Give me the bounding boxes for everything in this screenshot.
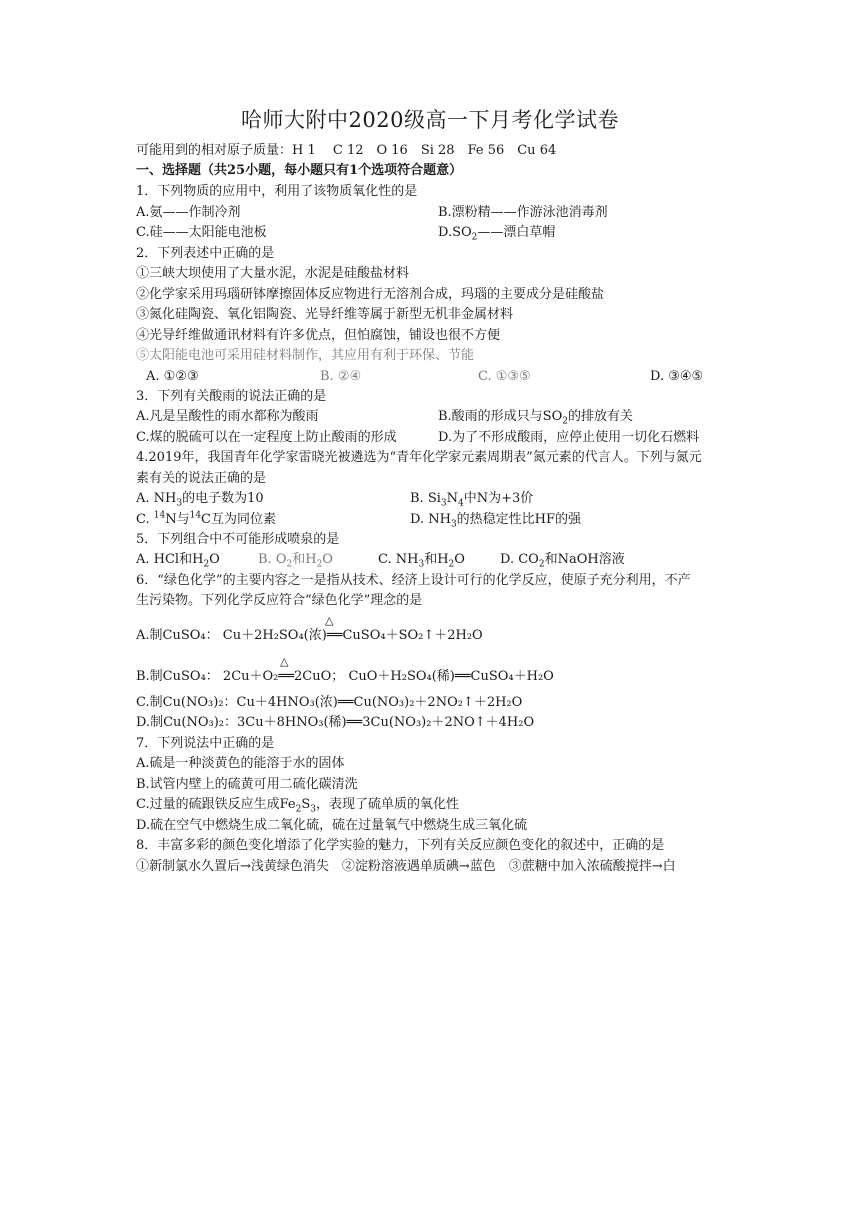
q5-option-d: D. $CO_2$和NaOH溶液: [500, 552, 625, 570]
q3-option-d: D.为了不形成酸雨，应停止使用一切化石燃料: [438, 430, 700, 445]
q8-statements: ①新制氯水久置后→浅黄绿色消失 ②淀粉溶液遇单质碘→蓝色 ③蔗糖中加入浓硫酸搅拌→白: [136, 859, 676, 874]
q7-option-c: C.过量的硫跟铁反应生成$Fe_2S_3$，表现了硫单质的氧化性: [136, 797, 460, 815]
q2-option-c: C. ①③⑤: [478, 369, 531, 384]
q1-stem: 1．下列物质的应用中，利用了该物质氧化性的是: [136, 184, 418, 199]
q2-option-b: B. ②④: [320, 369, 362, 384]
q2-option-a: A. ①②③: [146, 369, 199, 384]
q6-option-a: [136, 627, 483, 645]
section-heading: 一、选择题（共25小题，每小题只有1个选项符合题意）: [136, 163, 463, 178]
q8-stem: 8．丰富多彩的颜色变化增添了化学实验的魅力，下列有关反应颜色变化的叙述中，正确的是: [136, 838, 665, 853]
q5-option-a: A. HCl和$H_2O$: [136, 552, 220, 570]
q4-stem-line1: 4.2019年，我国青年化学家雷晓光被遴选为“青年化学家元素周期表”氮元素的代言人。下列与氮元: [136, 450, 702, 465]
q6-a-condition: △: [325, 614, 334, 627]
q2-statement-3: ③氮化硅陶瓷、氧化铝陶瓷、光导纤维等属于新型无机非金属材料: [136, 307, 514, 322]
q6-a-label: A.制CuSO₄：: [136, 628, 219, 643]
q2-option-d: D. ③④⑤: [650, 369, 704, 384]
q3-option-a: A.凡是呈酸性的雨水都称为酸雨: [136, 409, 319, 424]
q6-option-c: C.制Cu(NO₃)₂：Cu＋4HNO₃(浓)══Cu(NO₃)₂＋2NO₂↑＋2H₂O: [136, 695, 523, 710]
q6-b-condition: △: [280, 655, 289, 668]
q6-a-equation: Cu＋2H₂SO₄(浓)══CuSO₄＋SO₂↑＋2H₂O: [222, 628, 483, 643]
q2-statement-4: ④光导纤维做通讯材料有许多优点，但怕腐蚀，铺设也很不方便: [136, 328, 501, 343]
q6-option-b: [136, 668, 554, 686]
q4-stem-line2: 素有关的说法正确的是: [136, 471, 267, 486]
q1-option-d: $D.SO_2——$漂白草帽: [438, 225, 556, 243]
q4-option-c: C. $^{14}$N与$^{14}$C互为同位素: [136, 510, 276, 527]
q7-option-d: D.硫在空气中燃烧生成二氧化硫，硫在过量氧气中燃烧生成三氧化硫: [136, 818, 528, 833]
exam-title: 哈师大附中2020级高一下月考化学试卷: [241, 108, 619, 132]
q6-b-equation-1: 2Cu＋O₂══2CuO；: [222, 669, 345, 684]
q5-stem: 5．下列组合中不可能形成喷泉的是: [136, 532, 340, 547]
q5-option-b: B. $O_2$和$H_2O$: [258, 552, 333, 570]
q1-option-b: B.漂粉精——作游泳池消毒剂: [438, 205, 608, 220]
q7-stem: 7．下列说法中正确的是: [136, 736, 275, 751]
q2-stem: 2．下列表述中正确的是: [136, 246, 275, 261]
q1-option-c: C.硅——太阳能电池板: [136, 225, 267, 240]
q4-option-b: B. $Si_3N_4$中N为+3价: [410, 491, 534, 509]
q3-option-c: C.煤的脱硫可以在一定程度上防止酸雨的形成: [136, 430, 397, 445]
q6-b-equation-2: CuO＋H₂SO₄(稀)══CuSO₄＋H₂O: [348, 669, 554, 684]
q6-stem-line2: 生污染物。下列化学反应符合“绿色化学”理念的是: [136, 593, 423, 608]
q4-option-a: A. $NH_3$的电子数为10: [136, 491, 264, 509]
q1-option-a: A.氨——作制冷剂: [136, 205, 241, 220]
q6-option-d: D.制Cu(NO₃)₂：3Cu＋8HNO₃(稀)══3Cu(NO₃)₂＋2NO↑＋4H₂O: [136, 715, 535, 730]
q6-stem-line1: 6．“绿色化学”的主要内容之一是指从技术、经济上设计可行的化学反应，使原子充分利用，不产: [136, 573, 691, 588]
q5-option-c: C. $NH_3$和$H_2O$: [378, 552, 465, 570]
q7-option-b: B.试管内壁上的硫黄可用二硫化碳清洗: [136, 777, 358, 792]
atomic-masses: 可能用到的相对原子质量：H 1 C 12 O 16 Si 28 Fe 56 Cu 64: [136, 143, 557, 158]
q6-b-label: B.制CuSO₄：: [136, 669, 219, 684]
q7-option-a: A.硫是一种淡黄色的能溶于水的固体: [136, 756, 345, 771]
q3-option-b: B.酸雨的形成只与$SO_2$的排放有关: [438, 409, 633, 427]
q2-statement-5: ⑤太阳能电池可采用硅材料制作，其应用有利于环保、节能: [136, 348, 475, 363]
q2-statement-1: ①三峡大坝使用了大量水泥，水泥是硅酸盐材料: [136, 266, 410, 281]
q3-stem: 3．下列有关酸雨的说法正确的是: [136, 389, 327, 404]
q4-option-d: D. $NH_3$的热稳定性比HF的强: [410, 512, 582, 530]
q2-statement-2: ②化学家采用玛瑙研钵摩擦固体反应物进行无溶剂合成，玛瑙的主要成分是硅酸盐: [136, 287, 605, 302]
